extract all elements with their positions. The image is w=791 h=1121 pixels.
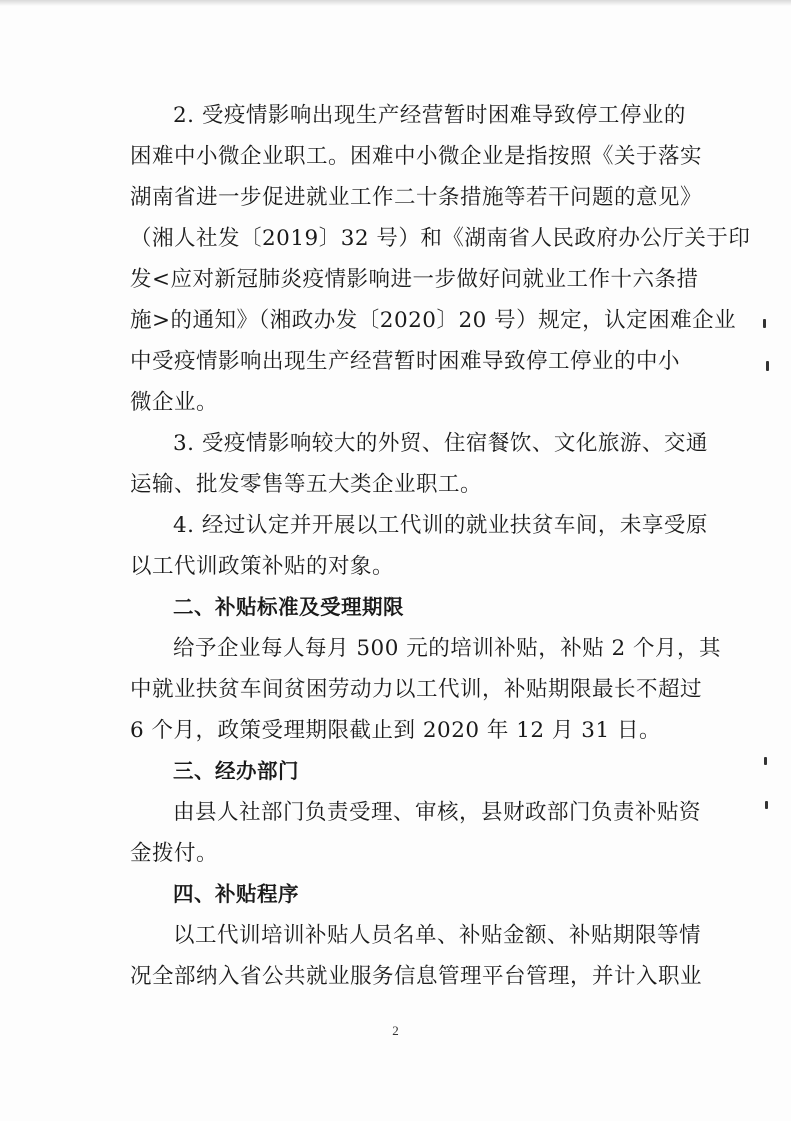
scan-speck — [763, 319, 766, 328]
scan-speck — [764, 757, 767, 765]
paragraph-item-3-line-1: 3. 受疫情影响较大的外贸、住宿餐饮、文化旅游、交通 — [173, 431, 708, 456]
paragraph-item-2-line-4: （湘人社发〔2019〕32 号）和《湖南省人民政府办公厅关于印 — [130, 226, 751, 251]
paragraph-item-2-line-8: 微企业。 — [130, 390, 219, 415]
paragraph-procedure-line-1: 以工代训培训补贴人员名单、补贴金额、补贴期限等情 — [173, 923, 702, 948]
paragraph-procedure-line-2: 况全部纳入省公共就业服务信息管理平台管理，并计入职业 — [130, 964, 703, 989]
paragraph-item-2-line-7: 中受疫情影响出现生产经营暂时困难导致停工停业的中小 — [130, 349, 681, 374]
section-heading-4: 四、补贴程序 — [173, 882, 299, 906]
section-heading-2: 二、补贴标准及受理期限 — [173, 595, 404, 619]
paragraph-subsidy-line-1: 给予企业每人每月 500 元的培训补贴，补贴 2 个月，其 — [173, 636, 722, 661]
paragraph-department-line-1: 由县人社部门负责受理、审核，县财政部门负责补贴资 — [173, 800, 702, 825]
paragraph-department-line-2: 金拨付。 — [130, 841, 219, 866]
page-number: 2 — [392, 1023, 399, 1038]
paragraph-item-4-line-1: 4. 经过认定并开展以工代训的就业扶贫车间，未享受原 — [173, 513, 708, 538]
paragraph-item-2-line-1: 2. 受疫情影响出现生产经营暂时困难导致停工停业的 — [173, 103, 686, 128]
scan-speck — [765, 801, 768, 809]
paragraph-item-2-line-3: 湖南省进一步促进就业工作二十条措施等若干问题的意见》 — [130, 185, 703, 210]
scan-speck — [766, 361, 769, 371]
paragraph-item-2-line-5: 发<应对新冠肺炎疫情影响进一步做好问就业工作十六条措 — [130, 267, 699, 292]
section-heading-3: 三、经办部门 — [173, 759, 299, 783]
paragraph-item-2-line-6: 施>的通知》（湘政办发〔2020〕20 号）规定，认定困难企业 — [130, 308, 737, 333]
paragraph-item-4-line-2: 以工代训政策补贴的对象。 — [130, 554, 395, 579]
paragraph-item-2-line-2: 困难中小微企业职工。困难中小微企业是指按照《关于落实 — [130, 144, 703, 169]
body-text — [130, 95, 751, 997]
paragraph-item-3-line-2: 运输、批发零售等五大类企业职工。 — [130, 472, 483, 497]
paragraph-subsidy-line-2: 中就业扶贫车间贫困劳动力以工代训，补贴期限最长不超过 — [130, 677, 703, 702]
scan-top-edge — [0, 0, 791, 6]
paragraph-subsidy-line-3: 6 个月，政策受理期限截止到 2020 年 12 月 31 日。 — [130, 718, 661, 743]
